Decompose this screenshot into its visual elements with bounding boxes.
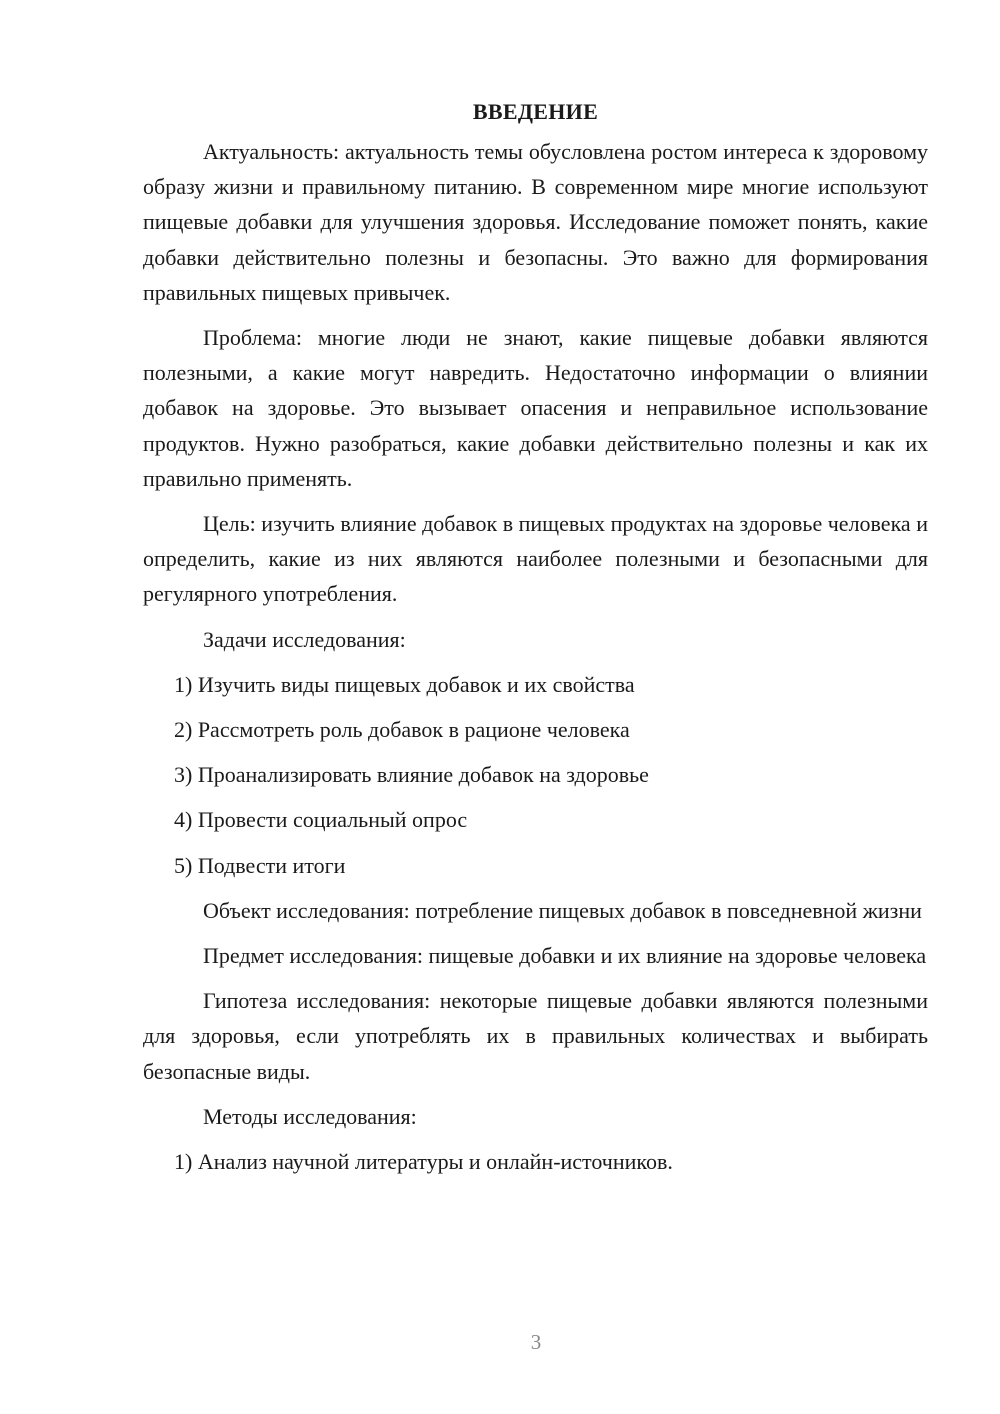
goal-paragraph: Цель: изучить влияние добавок в пищевых продуктах на здоровье человека и определить, какие из них являются наиболее полезными и безопасными для регулярного употребления. [143, 511, 928, 607]
list-item: 5) Подвести итоги [174, 852, 346, 878]
page-content [143, 94, 928, 1189]
list-item: 3) Проанализировать влияние добавок на здоровье [174, 762, 649, 788]
page-title: ВВЕДЕНИЕ [472, 99, 599, 124]
list-item: 1) Анализ научной литературы и онлайн-источников. [174, 1149, 673, 1175]
list-item: 2) Рассмотреть роль добавок в рационе человека [174, 717, 630, 743]
list-item: 1) Изучить виды пищевых добавок и их свойства [174, 671, 635, 697]
problem-paragraph: Проблема: многие люди не знают, какие пищевые добавки являются полезными, а какие могут навредить. Недостаточно информации о влиянии добавок на здоровье. Это вызывает опасения и неправильное использование продуктов. Нужно разобраться, какие добавки действительно полезны и как их правильно применять. [143, 325, 928, 491]
page-number: 3 [530, 1330, 542, 1354]
object-paragraph: Объект исследования: потребление пищевых добавок в повседневной жизни [203, 897, 922, 923]
tasks-label: Задачи исследования: [203, 626, 406, 652]
methods-label: Методы исследования: [203, 1103, 417, 1129]
list-item: 4) Провести социальный опрос [174, 807, 468, 833]
subject-paragraph: Предмет исследования: пищевые добавки и их влияние на здоровье человека [203, 943, 927, 969]
hypothesis-paragraph: Гипотеза исследования: некоторые пищевые добавки являются полезными для здоровья, если употреблять их в правильных количествах и выбирать безопасные виды. [143, 988, 928, 1084]
tasks-list [143, 667, 928, 883]
relevance-paragraph: Актуальность: актуальность темы обусловлена ростом интереса к здоровому образу жизни и правильному питанию. В современном мире многие используют пищевые добавки для улучшения здоровья. Исследование поможет понять, какие добавки действительно полезны и безопасны. Это важно для формирования правильных пищевых привычек. [143, 139, 928, 305]
methods-list [143, 1144, 928, 1179]
